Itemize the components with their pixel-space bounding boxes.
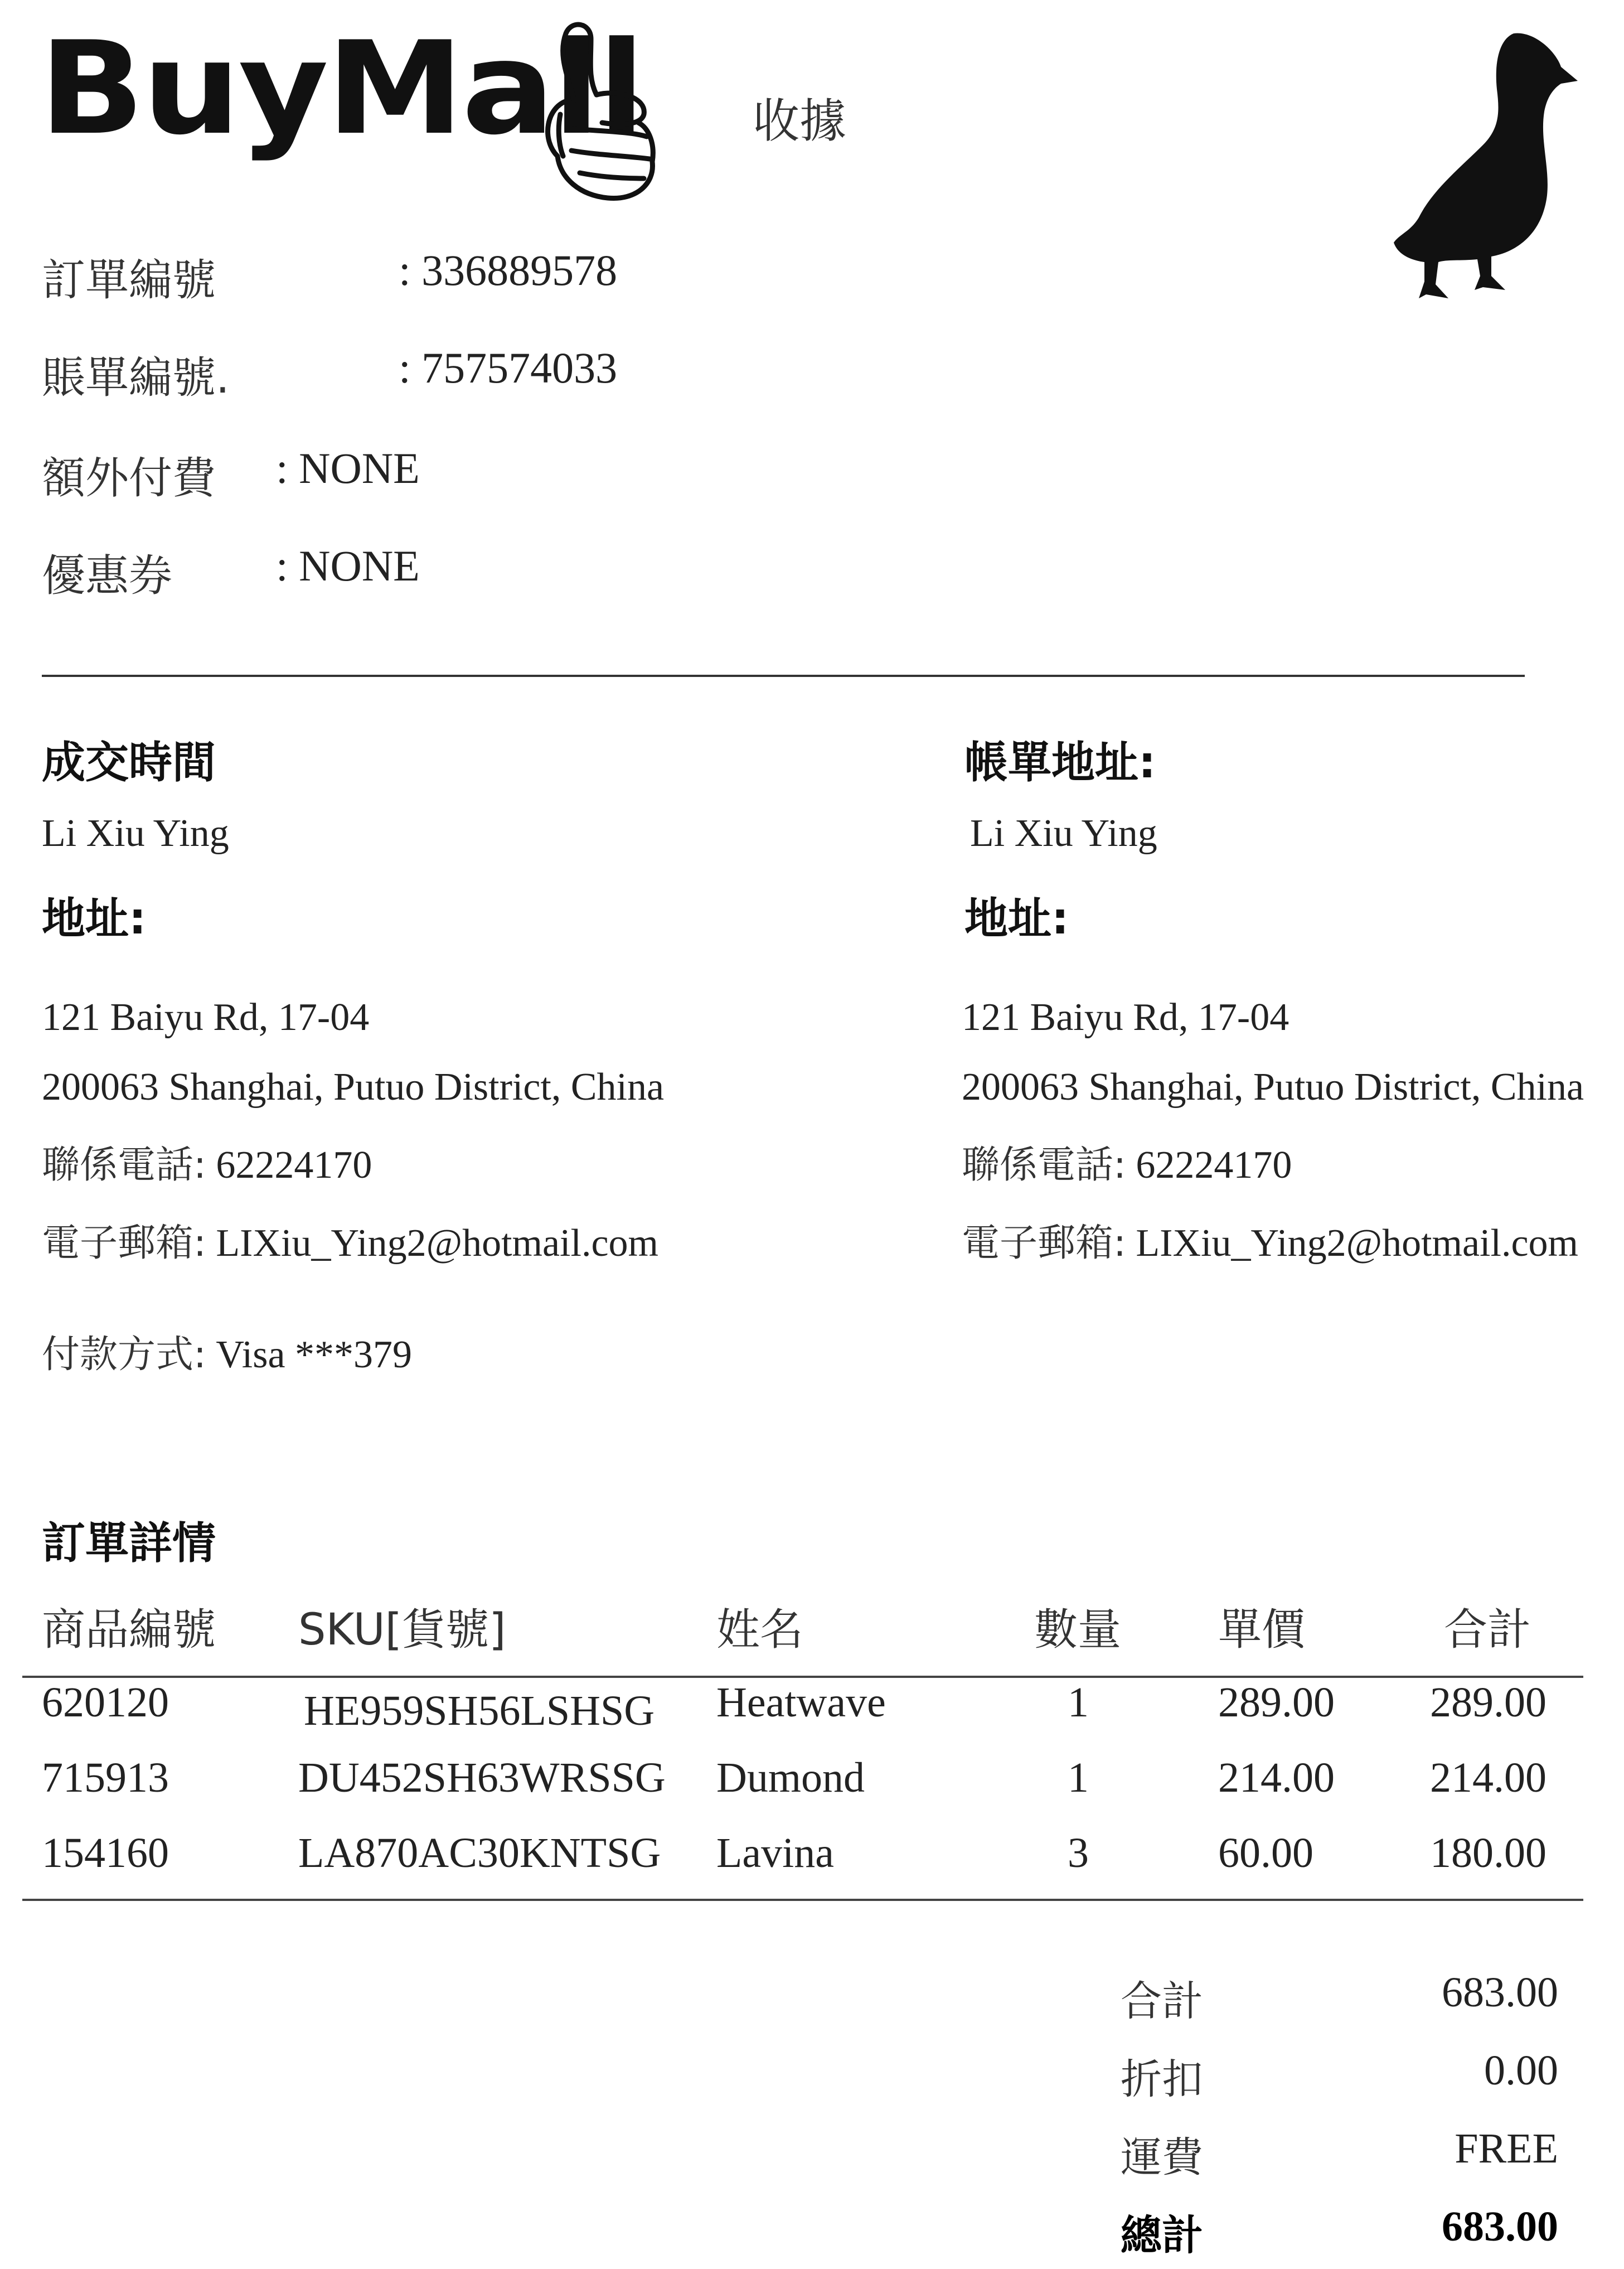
table-cell-name: Dumond — [716, 1754, 865, 1801]
subtotal-label: 合計 — [1121, 1977, 1203, 2025]
bill-number-label: 賬單編號. — [42, 353, 230, 403]
billing-email — [962, 1213, 1578, 1267]
shipping-address-line1: 121 Baiyu Rd, 17-04 — [42, 996, 370, 1039]
table-cell-quantity: 1 — [1068, 1679, 1089, 1726]
brand-logo: BuyMall — [39, 14, 643, 163]
shipping-heading: 成交時間 — [42, 738, 216, 788]
order-number-label: 訂單編號 — [42, 255, 216, 306]
document-title: 收據 — [753, 94, 847, 148]
table-bottom-rule — [22, 1899, 1583, 1901]
bill-number-value: : 757574033 — [399, 344, 618, 392]
table-cell-unit-price: 289.00 — [1218, 1679, 1335, 1726]
billing-address-line1: 121 Baiyu Rd, 17-04 — [962, 996, 1289, 1039]
billing-address-heading: 地址: — [964, 894, 1069, 944]
shipping-address-line2: 200063 Shanghai, Putuo District, China — [42, 1066, 665, 1109]
table-cell-name: Lavina — [716, 1830, 835, 1876]
table-cell-sku: DU452SH63WRSSG — [298, 1754, 666, 1801]
shipping-address-heading: 地址: — [42, 894, 147, 944]
table-top-rule — [22, 1676, 1583, 1678]
payment-method-value: Visa ***379 — [206, 1333, 413, 1376]
table-cell-unit-price: 60.00 — [1218, 1830, 1313, 1876]
billing-address-line2: 200063 Shanghai, Putuo District, China — [962, 1066, 1584, 1109]
shipping-email-label: 電子郵箱: — [42, 1221, 206, 1265]
table-cell-sku: LA870AC30KNTSG — [298, 1830, 661, 1876]
shipping-phone-label: 聯係電話: — [42, 1143, 206, 1187]
billing-email-value: LIXiu_Ying2@hotmail.com — [1126, 1222, 1578, 1265]
table-cell-product-no: 715913 — [42, 1754, 169, 1801]
shipping-phone — [42, 1135, 372, 1189]
section-divider — [42, 675, 1525, 677]
extra-fee-label: 額外付費 — [42, 453, 216, 504]
payment-method — [42, 1324, 412, 1378]
extra-fee-value: : NONE — [276, 444, 420, 492]
table-cell-total: 214.00 — [1430, 1754, 1547, 1801]
table-cell-quantity: 1 — [1068, 1754, 1089, 1801]
shipping-email-value: LIXiu_Ying2@hotmail.com — [206, 1222, 658, 1265]
billing-email-label: 電子郵箱: — [962, 1221, 1126, 1265]
column-header-unit-price: 單價 — [1218, 1605, 1306, 1655]
table-cell-product-no: 154160 — [42, 1830, 169, 1876]
billing-phone — [962, 1135, 1292, 1189]
grand-total-label: 總計 — [1121, 2212, 1203, 2260]
column-header-total: 合計 — [1444, 1605, 1531, 1655]
table-cell-unit-price: 214.00 — [1218, 1754, 1335, 1801]
billing-phone-value: 62224170 — [1126, 1144, 1292, 1187]
payment-method-label: 付款方式: — [42, 1333, 206, 1377]
table-cell-total: 180.00 — [1430, 1830, 1547, 1876]
shipping-email — [42, 1213, 658, 1267]
coupon-label: 優惠券 — [42, 551, 173, 601]
shipping-fee-label: 運費 — [1121, 2133, 1203, 2181]
billing-phone-label: 聯係電話: — [962, 1143, 1126, 1187]
subtotal-value: 683.00 — [1442, 1969, 1558, 2016]
column-header-product-no: 商品編號 — [42, 1605, 216, 1655]
table-cell-product-no: 620120 — [42, 1679, 169, 1726]
billing-name: Li Xiu Ying — [970, 812, 1157, 855]
order-number-value: : 336889578 — [399, 246, 618, 294]
column-header-name: 姓名 — [716, 1605, 804, 1655]
order-details-heading: 訂單詳情 — [42, 1518, 216, 1569]
discount-value: 0.00 — [1484, 2047, 1558, 2094]
billing-heading: 帳單地址: — [964, 738, 1156, 788]
table-cell-quantity: 3 — [1068, 1830, 1089, 1876]
thumbs-up-icon — [535, 17, 663, 206]
column-header-sku: SKU[貨號] — [298, 1605, 506, 1655]
table-cell-name: Heatwave — [716, 1679, 886, 1726]
table-cell-sku: HE959SH56LSHSG — [304, 1687, 655, 1734]
grand-total-value: 683.00 — [1442, 2203, 1558, 2250]
coupon-value: : NONE — [276, 541, 420, 590]
shipping-name: Li Xiu Ying — [42, 812, 229, 855]
shipping-fee-value: FREE — [1455, 2125, 1558, 2172]
column-header-quantity: 數量 — [1034, 1605, 1122, 1655]
discount-label: 折扣 — [1121, 2055, 1203, 2103]
table-cell-total: 289.00 — [1430, 1679, 1547, 1726]
duck-icon — [1394, 28, 1578, 301]
shipping-phone-value: 62224170 — [206, 1144, 372, 1187]
